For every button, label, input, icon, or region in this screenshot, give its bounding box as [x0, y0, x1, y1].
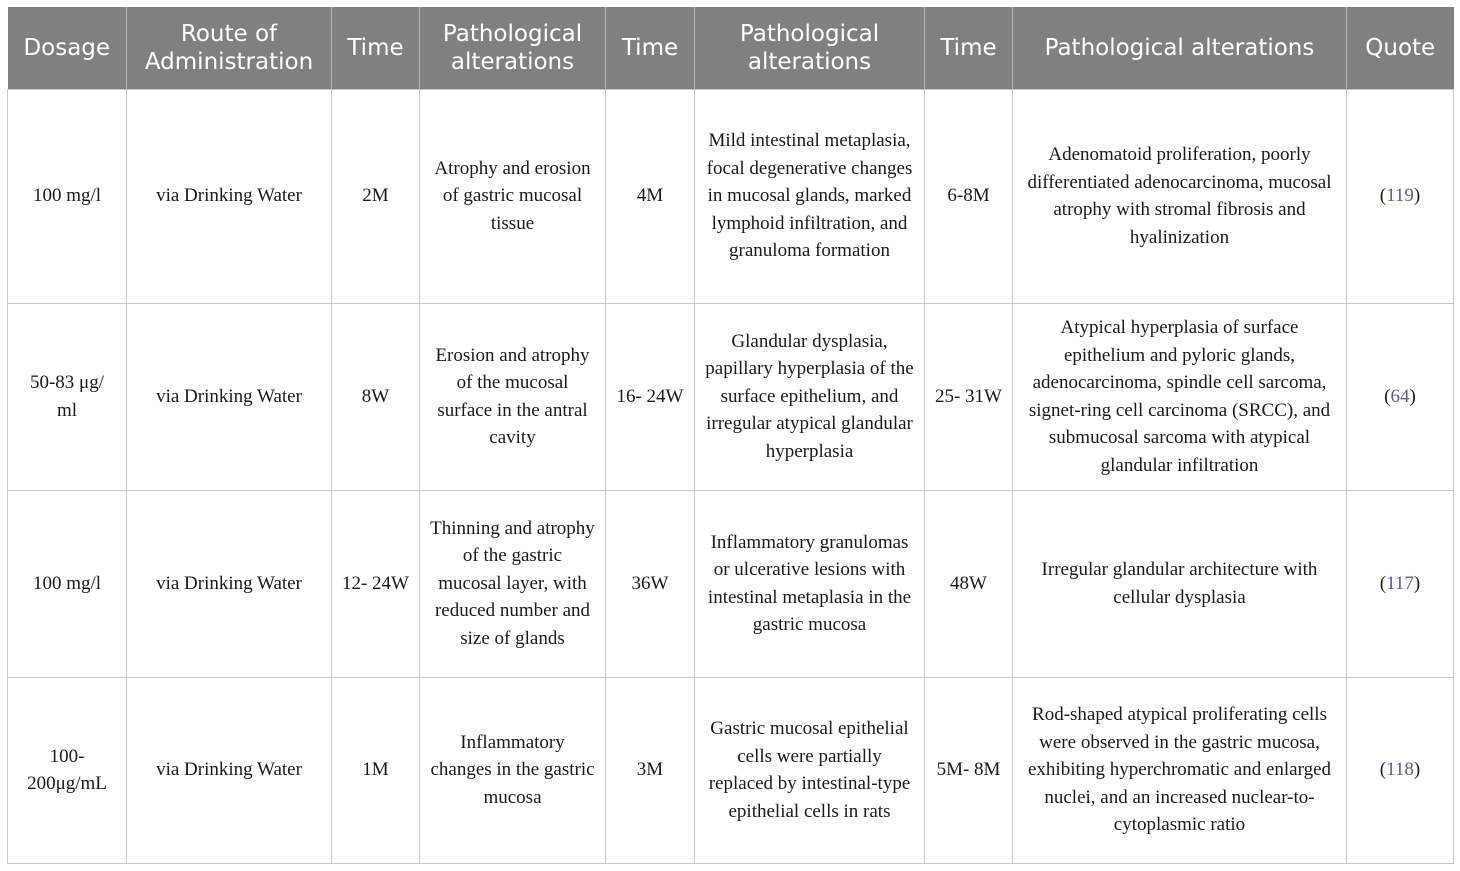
- cell-alterations-2: Glandular dysplasia, papillary hyperplasia of the surface epithelium, and irregular atypical glandular hyperplasia: [695, 303, 925, 490]
- cell-time-1: 8W: [332, 303, 420, 490]
- cell-dosage: 50-83 μg/ ml: [8, 303, 127, 490]
- header-quote: Quote: [1347, 7, 1454, 89]
- cell-alterations-3: Adenomatoid proliferation, poorly differentiated adenocarcinoma, mucosal atrophy with stromal fibrosis and hyalinization: [1013, 89, 1347, 303]
- cell-quote: [1347, 303, 1454, 490]
- table-row: [8, 490, 1454, 677]
- cell-dosage: 100 mg/l: [8, 490, 127, 677]
- cell-quote: [1347, 677, 1454, 863]
- cell-dosage: 100- 200μg/mL: [8, 677, 127, 863]
- quote-open-paren: (: [1379, 572, 1387, 594]
- quote-open-paren: (: [1384, 385, 1391, 407]
- cell-alterations-2: Inflammatory granulomas or ulcerative lesions with intestinal metaplasia in the gastric mucosa: [695, 490, 925, 677]
- quote-close-paren: ): [1413, 185, 1421, 207]
- cell-time-3: 25- 31W: [925, 303, 1013, 490]
- header-alterations-2: Pathological alterations: [695, 7, 925, 89]
- cell-alterations-1: Erosion and atrophy of the mucosal surface in the antral cavity: [420, 303, 606, 490]
- reference-link[interactable]: 117: [1386, 572, 1414, 594]
- cell-route: via Drinking Water: [127, 89, 332, 303]
- cell-route: via Drinking Water: [127, 677, 332, 863]
- data-table-container: [7, 7, 1453, 864]
- reference-link[interactable]: 64: [1390, 385, 1410, 407]
- cell-alterations-1: Thinning and atrophy of the gastric mucosal layer, with reduced number and size of glands: [420, 490, 606, 677]
- cell-time-2: 16- 24W: [606, 303, 695, 490]
- table-row: [8, 303, 1454, 490]
- cell-time-2: 4M: [606, 89, 695, 303]
- reference-link[interactable]: 119: [1386, 185, 1414, 207]
- header-dosage: Dosage: [8, 7, 127, 89]
- cell-alterations-3: Atypical hyperplasia of surface epithelium and pyloric glands, adenocarcinoma, spindle cell sarcoma, signet-ring cell carcinoma (SRCC), and submucosal sarcoma with atypical glandular infiltration: [1013, 303, 1347, 490]
- pathology-table: [7, 7, 1454, 864]
- cell-time-2: 36W: [606, 490, 695, 677]
- cell-alterations-3: Rod-shaped atypical proliferating cells were observed in the gastric mucosa, exhibiting hyperchromatic and enlarged nuclei, and an increased nuclear-to-cytoplasmic ratio: [1013, 677, 1347, 863]
- header-alterations-3: Pathological alterations: [1013, 7, 1347, 89]
- cell-alterations-2: Gastric mucosal epithelial cells were partially replaced by intestinal-type epithelial cells in rats: [695, 677, 925, 863]
- table-row: [8, 89, 1454, 303]
- header-alterations-1: Pathological alterations: [420, 7, 606, 89]
- cell-quote: [1347, 89, 1454, 303]
- cell-dosage: 100 mg/l: [8, 89, 127, 303]
- header-row: [8, 7, 1454, 89]
- quote-close-paren: ): [1413, 759, 1421, 781]
- quote-open-paren: (: [1379, 185, 1387, 207]
- header-time-3: Time: [925, 7, 1013, 89]
- cell-alterations-3: Irregular glandular architecture with cellular dysplasia: [1013, 490, 1347, 677]
- cell-time-3: 48W: [925, 490, 1013, 677]
- quote-close-paren: ): [1409, 385, 1416, 407]
- cell-route: via Drinking Water: [127, 303, 332, 490]
- header-route: Route of Administration: [127, 7, 332, 89]
- cell-time-2: 3M: [606, 677, 695, 863]
- cell-alterations-1: Atrophy and erosion of gastric mucosal tissue: [420, 89, 606, 303]
- header-time-1: Time: [332, 7, 420, 89]
- header-time-2: Time: [606, 7, 695, 89]
- cell-time-3: 5M- 8M: [925, 677, 1013, 863]
- reference-link[interactable]: 118: [1386, 759, 1414, 781]
- cell-route: via Drinking Water: [127, 490, 332, 677]
- quote-close-paren: ): [1413, 572, 1421, 594]
- cell-time-3: 6-8M: [925, 89, 1013, 303]
- cell-time-1: 2M: [332, 89, 420, 303]
- cell-alterations-1: Inflammatory changes in the gastric mucosa: [420, 677, 606, 863]
- table-row: [8, 677, 1454, 863]
- cell-time-1: 1M: [332, 677, 420, 863]
- quote-open-paren: (: [1379, 759, 1387, 781]
- cell-alterations-2: Mild intestinal metaplasia, focal degenerative changes in mucosal glands, marked lymphoid infiltration, and granuloma formation: [695, 89, 925, 303]
- cell-quote: [1347, 490, 1454, 677]
- cell-time-1: 12- 24W: [332, 490, 420, 677]
